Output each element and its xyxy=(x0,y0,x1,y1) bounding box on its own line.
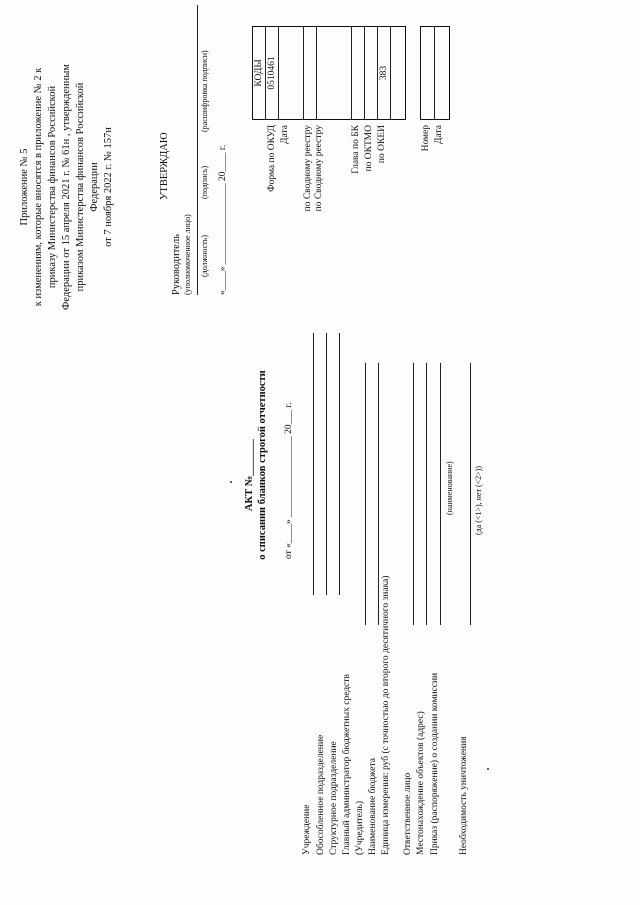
code-value-bk xyxy=(352,27,365,119)
fill-line-destruction-need xyxy=(470,363,471,625)
code-label-oktmo: по ОКТМО xyxy=(364,125,374,172)
code-value-registry-1 xyxy=(304,27,317,119)
order-table xyxy=(420,26,450,120)
code-value-okei: 383 xyxy=(378,27,391,119)
appendix-line: Федерации от 15 апреля 2021 г. № 61н , утвержденным xyxy=(61,64,72,310)
approve-date: «____» _________________ 20____ г. xyxy=(218,144,228,295)
act-subtitle: о списании бланков строгой отчетности xyxy=(257,370,268,560)
field-structural-division: Структурное подразделение xyxy=(329,741,339,855)
signature-sign-caption: (подпись) xyxy=(200,165,209,199)
appendix-line: приказом Министерства финансов Российской xyxy=(75,82,86,292)
appendix-line: Приложение № 5 xyxy=(19,148,30,226)
act-date: от «____» _________________ 20___ г. xyxy=(284,402,294,559)
code-label-bk: Глава по БК xyxy=(351,125,361,174)
fill-line-commission-order xyxy=(440,363,441,625)
fill-line-institution xyxy=(313,333,314,595)
field-commission-order: Приказ (распоряжение) о создании комиссии xyxy=(430,672,440,855)
code-label-okud: Форма по ОКУД xyxy=(267,125,277,192)
signature-line xyxy=(197,5,198,295)
appendix-line: к изменениям, которые вносятся в приложение № 2 к xyxy=(33,67,44,307)
appendix-note xyxy=(18,7,116,367)
codes-header: КОДЫ xyxy=(253,27,266,119)
approve-head: Руководитель xyxy=(171,234,182,295)
appendix-line: Федерации xyxy=(89,162,100,212)
codes-table xyxy=(252,26,406,120)
fill-line-responsible-person xyxy=(413,363,414,625)
scan-speck xyxy=(487,768,489,770)
order-number-value xyxy=(421,27,435,119)
code-value-date xyxy=(279,27,304,119)
field-unit: Единица измерения: руб (с точностью до второго десятичного знака) xyxy=(381,575,391,855)
code-value-okud: 0510461 xyxy=(266,27,279,119)
code-value-oktmo xyxy=(365,27,378,119)
field-institution: Учреждение xyxy=(302,804,312,855)
field-budget-name: Наименование бюджета xyxy=(368,758,378,855)
code-value-registry-2 xyxy=(317,27,352,119)
field-location: Местонахождение объектов (адрес) xyxy=(416,711,426,855)
name-caption: (наименование) xyxy=(445,461,454,515)
approve-title: УТВЕРЖДАЮ xyxy=(159,132,170,200)
scan-speck xyxy=(230,481,232,483)
field-responsible-person: Ответственное лицо xyxy=(403,772,413,855)
fill-line-structural-division xyxy=(339,333,340,595)
signature-position-caption: (должность) xyxy=(200,235,209,277)
field-destruction-need: Необходимость уничтожения xyxy=(459,736,469,855)
code-label-okei: по ОКЕИ xyxy=(377,125,387,164)
fill-line-location xyxy=(426,363,427,625)
order-number-label: Номер xyxy=(421,125,431,152)
code-label-registry-1: по Сводному реестру xyxy=(303,125,313,212)
field-founder: (Учредитель) xyxy=(355,800,365,855)
appendix-line: приказу Министерства финансов Российской xyxy=(47,85,58,289)
field-chief-administrator: Главный администратор бюджетных средств xyxy=(342,674,352,855)
fill-line-budget-name xyxy=(378,363,379,625)
fill-line-separate-division xyxy=(326,333,327,595)
signature-decode-caption: (расшифровка подписи) xyxy=(200,50,209,132)
approve-head-note: (уполномоченное лицо) xyxy=(183,214,192,295)
fill-line-founder xyxy=(365,363,366,625)
appendix-line: от 7 ноября 2022 г. № 157н xyxy=(103,127,114,247)
order-date-label: Дата xyxy=(434,125,444,144)
field-separate-division: Обособленное подразделение xyxy=(316,734,326,855)
code-label-registry-2: по Сводному реестру xyxy=(314,125,324,212)
code-label-date: Дата xyxy=(280,125,290,144)
yes-no-caption: (да (<1>), нет (<2>)) xyxy=(474,466,483,535)
act-title: АКТ №_______ xyxy=(244,438,255,512)
